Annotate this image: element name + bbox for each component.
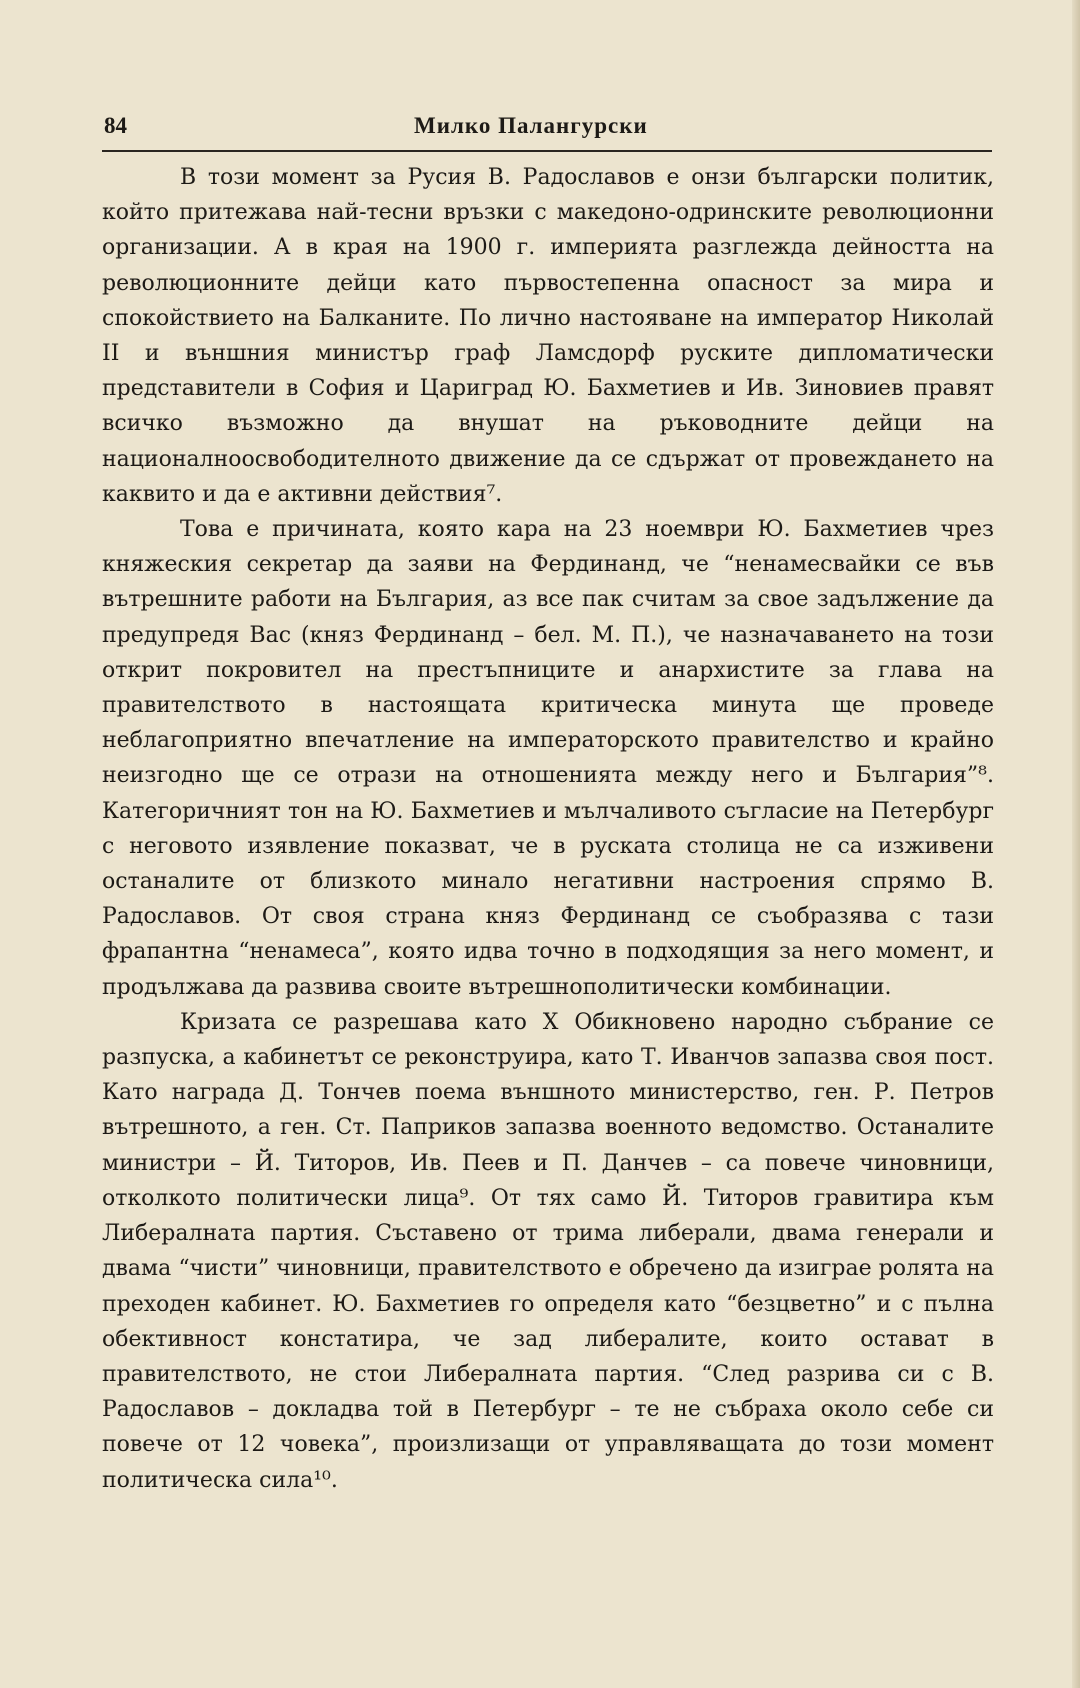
paragraph-2: Това е причината, която кара на 23 ноември Ю. Бахметиев чрез княжеския секретар да заяви на Фердинанд, че “ненамесвайки се във вътрешните работи на България, аз все пак считам за свое задължение да предупредя Вас (княз Фердинанд – бел. М. П.), че назначаването на този открит покровител на престъпниците и анархистите за глава на правителството в настоящата критическа минута ще проведе неблагоприятно впечатление на императорското правителство и крайно неизгодно ще се отрази на отношенията между него и България”⁸. Категоричният тон на Ю. Бахметиев и мълчаливото съгласие на Петербург с неговото изявление показват, че в руската столица не са изживени останалите от близкото минало негативни настроения спрямо В. Радославов. От своя страна княз Фердинанд се съобразява с тази фрапантна “ненамеса”, която идва точно в подходящия за него момент, и продължава да развива своите вътрешнополитически комбинации. <box>102 517 994 1000</box>
page-edge <box>1072 0 1080 1688</box>
running-head-author: Милко Палангурски <box>414 113 648 138</box>
header-rule <box>102 150 992 152</box>
paragraph-1: В този момент за Русия В. Радославов е онзи български политик, който притежава най-тесни връзки с македоно-одринските революционни организации. А в края на 1900 г. империята разглежда дейността на революционните дейци като първостепенна опасност за мира и спокойствието на Балканите. По лично настояване на император Николай II и външния министър граф Ламсдорф руските дипломатически представители в София и Цариград Ю. Бахметиев и Ив. Зиновиев правят всичко възможно да внушат на ръководните дейци на националноосвободителното движение да се сдържат от провеждането на каквито и да е активни действия⁷. <box>102 165 994 507</box>
body-text <box>102 160 994 1498</box>
page-header <box>104 113 994 147</box>
page-number: 84 <box>104 113 127 138</box>
paragraph-3: Кризата се разрешава като Х Обикновено народно събрание се разпуска, а кабинетът се реконструира, като Т. Иванчов запазва своя пост. Като награда Д. Тончев поема външното министерство, ген. Р. Петров вътрешното, а ген. Ст. Паприков запазва военното ведомство. Останалите министри – Й. Титоров, Ив. Пеев и П. Данчев – са повече чиновници, отколкото политически лица⁹. От тях само Й. Титоров гравитира към Либералната партия. Съставено от трима либерали, двама генерали и двама “чисти” чиновници, правителството е обречено да изиграе ролята на преходен кабинет. Ю. Бахметиев го определя като “безцветно” и с пълна обективност констатира, че зад либералите, които остават в правителството, не стои Либералната партия. “След разрива си с В. Радославов – докладва той в Петербург – те не събраха около себе си повече от 12 човека”, произлизащи от управляващата до този момент политическа сила¹⁰. <box>102 1009 994 1493</box>
